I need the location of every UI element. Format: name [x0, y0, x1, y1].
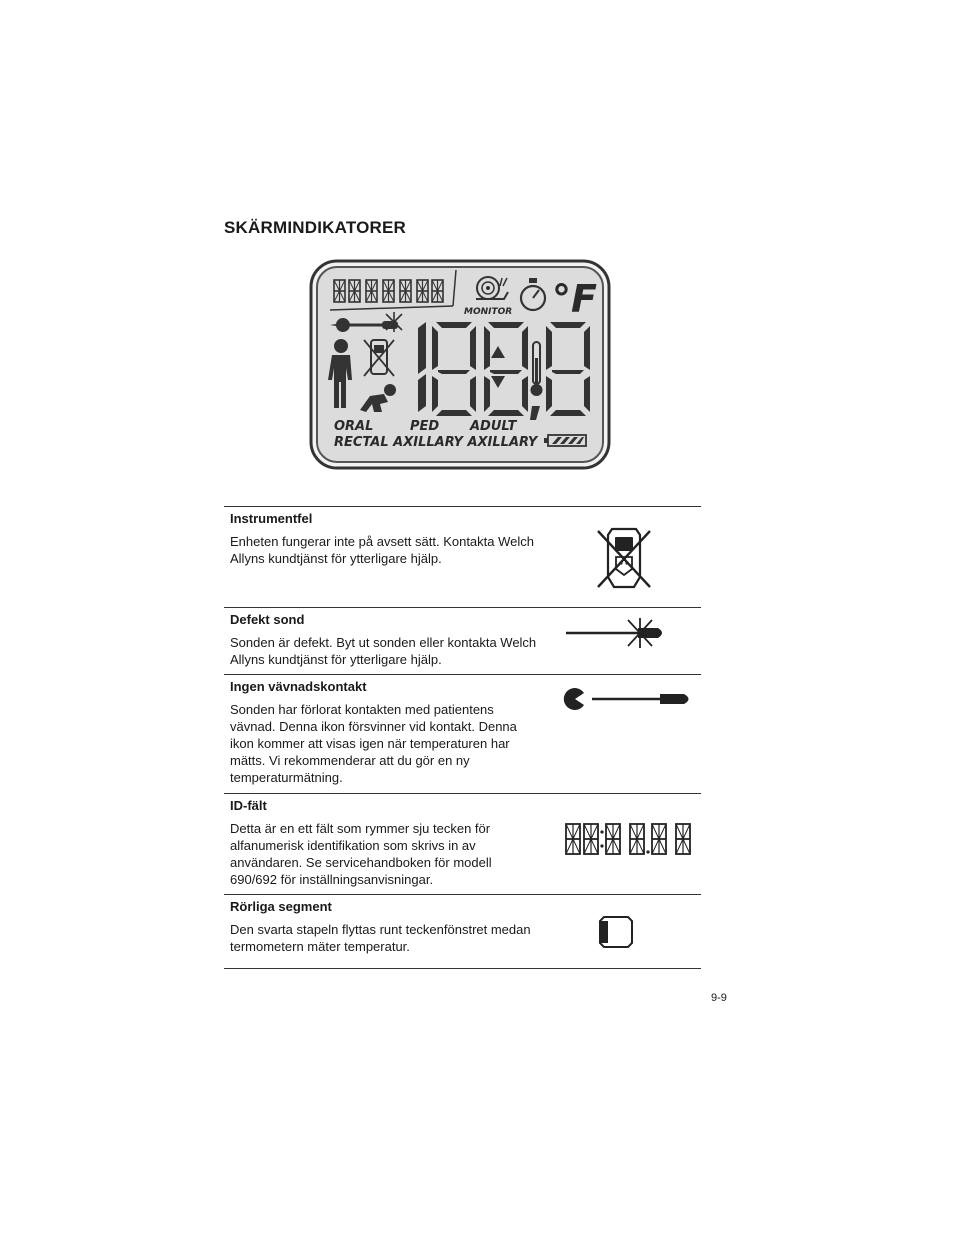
no-tissue-contact-icon — [562, 685, 696, 713]
indicator-title: Defekt sond — [230, 612, 305, 627]
indicator-description: Den svarta stapeln flyttas runt teckenfönstret medan termometern mäter temperatur. — [230, 922, 531, 954]
page-number: 9-9 — [711, 992, 727, 1004]
indicator-title: ID-fält — [230, 798, 267, 813]
lcd-ped-label: PED — [410, 419, 440, 434]
indicator-table — [224, 506, 701, 969]
lcd-adult-label: ADULT — [470, 419, 517, 434]
page-title: SKÄRMINDIKATORER — [224, 218, 407, 237]
indicator-row-id-field — [224, 793, 701, 894]
lcd-monitor-label: MONITOR — [464, 307, 513, 317]
lcd-unit-label: °F — [552, 277, 597, 321]
indicator-row-moving-segments — [224, 894, 701, 968]
indicator-row-no-tissue-contact — [224, 674, 701, 793]
indicator-row-instrument-error — [224, 507, 701, 607]
lcd-oral-label: ORAL — [334, 419, 374, 434]
instrument-error-icon — [594, 525, 654, 591]
moving-segments-icon — [598, 915, 634, 949]
indicator-description: Enheten fungerar inte på avsett sätt. Kontakta Welch Allyns kundtjänst för ytterligare hjälp. — [230, 534, 535, 566]
defective-probe-icon — [564, 616, 670, 650]
indicator-title: Rörliga segment — [230, 899, 332, 914]
lcd-site-row: RECTAL AXILLARY AXILLARY — [334, 435, 538, 450]
id-field-icon — [564, 822, 698, 858]
indicator-description: Sonden har förlorat kontakten med patientens vävnad. Denna ikon försvinner vid kontakt. Denna ikon kommer att visas igen när temperaturen har mätts. Vi rekommenderar att du gör en ny temperaturmätning. — [230, 702, 517, 785]
indicator-title: Ingen vävnadskontakt — [230, 679, 367, 694]
indicator-description: Sonden är defekt. Byt ut sonden eller kontakta Welch Allyns kundtjänst för ytterligare hjälp. — [230, 635, 537, 667]
lcd-display-figure — [308, 258, 612, 472]
indicator-description: Detta är en ett fält som rymmer sju tecken för alfanumerisk identifikation som skrivs in av användaren. Se servicehandboken för modell 690/692 för inställningsanvisningar. — [230, 821, 492, 887]
indicator-row-defective-probe — [224, 607, 701, 674]
indicator-title: Instrumentfel — [230, 511, 313, 526]
